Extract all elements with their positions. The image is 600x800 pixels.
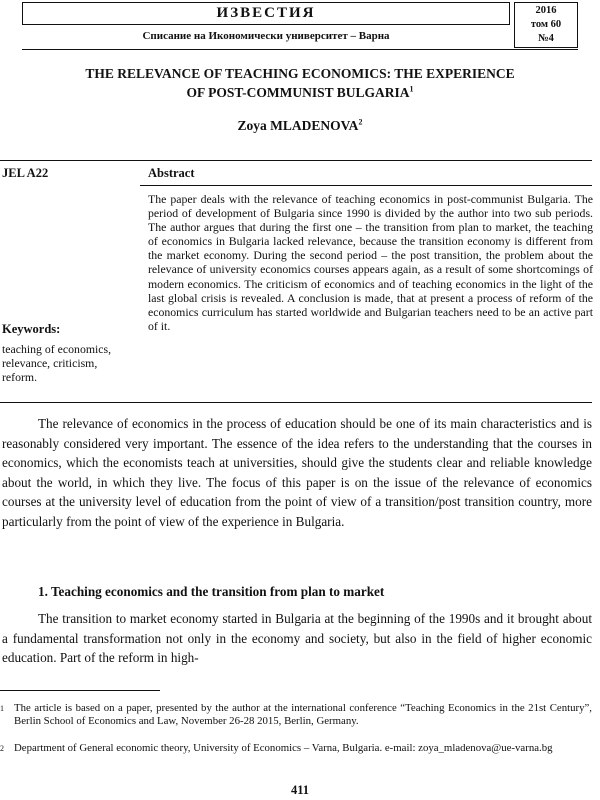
paper-title-line1: THE RELEVANCE OF TEACHING ECONOMICS: THE EXPERIENCE	[85, 66, 515, 81]
paper-title-line2: OF POST-COMMUNIST BULGARIA	[186, 85, 410, 100]
issue-number: №4	[538, 33, 554, 44]
journal-header-left	[22, 2, 510, 48]
jel-code: JEL A22	[2, 166, 49, 180]
page-number: 411	[290, 783, 310, 797]
issue-box	[514, 2, 578, 48]
author-name: Zoya MLADENOVA	[237, 118, 359, 133]
body-paragraph-1: The relevance of economics in the process of education should be one of its main characteristics and is reasonably considered very important. The essence of the idea refers to the understanding that the courses in economics, which the economists teach at universities, should give the students clear and reliable knowledge about the world, in which they live. The focus of this paper is on the issue of the relevance of economics courses at the university level of education from the point of view of a transition/post transition country, more particularly from the point of view of the experience in Bulgaria.	[2, 416, 592, 529]
journal-name: ИЗВЕСТИЯ	[22, 2, 510, 25]
abstract-heading-rule	[140, 185, 592, 186]
journal-subtitle: Списание на Икономически университет – Варна	[142, 30, 390, 42]
footnote-1	[0, 702, 592, 728]
body-paragraph-2: The transition to market economy started in Bulgaria at the beginning of the 1990s and it brought about a fundamental transformation not only in the economy and society, but also in the field of higher economic education. Part of the reform in high-	[2, 611, 592, 666]
header-divider	[22, 49, 578, 50]
abstract-bottom-rule	[0, 402, 592, 403]
issue-year: 2016	[535, 5, 557, 16]
issue-volume: том 60	[530, 19, 562, 30]
footnote-1-number: 1	[0, 704, 4, 713]
abstract-heading: Abstract	[148, 166, 195, 180]
author	[22, 118, 578, 134]
keywords-heading: Keywords:	[2, 322, 61, 336]
author-footnote-mark: 2	[358, 117, 363, 127]
footnote-2	[0, 742, 592, 755]
abstract-text: The paper deals with the relevance of teaching economics in post-communist Bulgaria. The period of development of Bulgaria since 1990 is divided by the author into two sub periods. The author argues that during the first one – the transition from plan to market, the teaching of economics in Bulgaria lacked relevance, because the transition economy is different from the market economy. During the second period – the post transition, the problem about the relevance of university economics courses appears again, as a result of some shortcomings of modern economics. The criticism of economics and of teaching economics in the light of the last global crisis is revealed. A conclusion is made, that at present a process of reform of the economics curriculum has started worldwide and Bulgarian teachers need to be an active part of it.	[148, 192, 593, 333]
abstract-top-rule	[0, 160, 592, 161]
section-heading: 1. Teaching economics and the transition from plan to market	[38, 584, 385, 599]
footnote-divider	[0, 690, 160, 691]
footnote-1-text: The article is based on a paper, presented by the author at the international conference “Teaching Economics in the 21st Century”, Berlin School of Economics and Law, November 26-28 2015, Berlin, Germany.	[14, 702, 592, 728]
journal-header	[22, 2, 578, 50]
paper-title	[22, 64, 578, 102]
footnote-2-text: Department of General economic theory, University of Economics – Varna, Bulgaria. e-mail: zoya_mladenova@ue-varna.bg	[14, 742, 553, 754]
keywords-text: teaching of economics, relevance, criticism, reform.	[2, 342, 112, 385]
title-footnote-mark: 1	[409, 84, 414, 94]
footnote-2-number: 2	[0, 744, 4, 753]
